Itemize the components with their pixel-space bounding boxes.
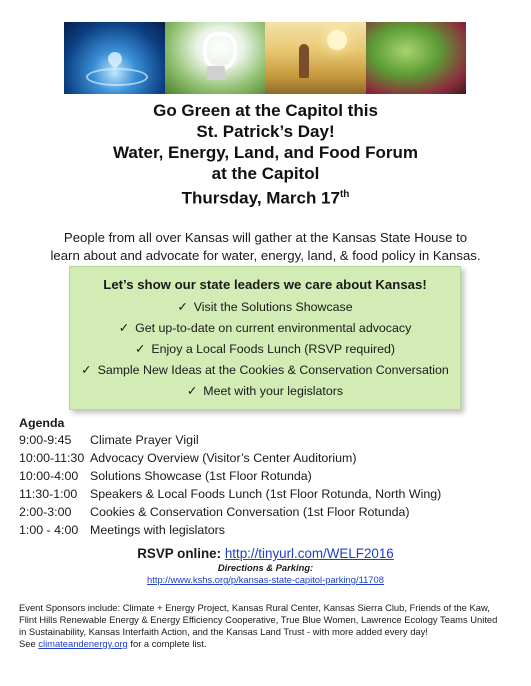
agenda-event: Cookies & Conservation Conversation (1st Floor Rotunda): [90, 505, 410, 519]
highlights-list: [70, 297, 460, 402]
highlights-box: [69, 266, 461, 410]
highlight-item: [70, 318, 460, 339]
highlight-text: Meet with your legislators: [203, 384, 344, 398]
highlight-text: Sample New Ideas at the Cookies & Conservation Conversation: [97, 363, 449, 377]
agenda-event: Speakers & Local Foods Lunch (1st Floor Rotunda, North Wing): [90, 487, 442, 501]
agenda-event: Solutions Showcase (1st Floor Rotunda): [90, 469, 312, 483]
highlight-item: [70, 297, 460, 318]
agenda-event: Advocacy Overview (Visitor’s Center Auditorium): [90, 451, 357, 465]
agenda-row: [19, 485, 519, 503]
agenda-time: 9:00-9:45: [19, 433, 72, 447]
agenda-row: [19, 467, 519, 485]
water-drop-icon: [105, 49, 125, 69]
checkmark-icon: ✓: [81, 363, 92, 377]
rsvp-link[interactable]: http://tinyurl.com/WELF2016: [224, 546, 394, 561]
vegetable-garden-photo: [366, 22, 467, 94]
checkmark-icon: ✓: [135, 342, 146, 356]
checkmark-icon: ✓: [177, 300, 188, 314]
climate-energy-link[interactable]: climateandenergy.org: [38, 638, 128, 649]
highlight-item: [70, 381, 460, 402]
agenda-time: 10:00-11:30: [19, 451, 85, 465]
parking-link[interactable]: http://www.kshs.org/p/kansas-state-capitol-parking/11708: [147, 574, 384, 585]
sponsors-section: [19, 602, 519, 650]
bulb-base: [207, 66, 225, 80]
rsvp-line: [0, 545, 531, 563]
agenda-event: Climate Prayer Vigil: [90, 433, 199, 447]
agenda-section: [19, 415, 519, 539]
highlight-item: [70, 339, 460, 360]
sponsors-line-1: Event Sponsors include: Climate + Energy Project, Kansas Rural Center, Kansas Sierra Club, Friends of the Kaw,: [19, 602, 490, 613]
agenda-time: 2:00-3:00: [19, 505, 72, 519]
sponsors-line-2: Flint Hills Renewable Energy & Energy Efficiency Cooperative, True Blue Women, Lawrence Ecology Teams United: [19, 614, 498, 625]
directions-label: Directions & Parking:: [217, 562, 314, 573]
date-ordinal: th: [339, 189, 350, 200]
agenda-row: [19, 521, 519, 539]
rsvp-label: RSVP online:: [137, 546, 222, 561]
highlight-text: Visit the Solutions Showcase: [193, 300, 353, 314]
intro-line-2: learn about and advocate for water, energy, land, & food policy in Kansas.: [50, 248, 481, 263]
person-figure: [299, 44, 309, 78]
highlight-text: Get up-to-date on current environmental advocacy: [135, 321, 412, 335]
cfl-bulb-photo: [165, 22, 266, 94]
sponsors-see-line: [19, 638, 519, 650]
checkmark-icon: ✓: [186, 384, 198, 398]
sponsors-line-3: in Sustainability, Kansas Interfaith Action, and the Kansas Land Trust - with more added every day!: [19, 626, 428, 637]
event-date: [0, 184, 531, 209]
agenda-time: 11:30-1:00: [19, 487, 78, 501]
agenda-row: [19, 503, 519, 521]
highlight-text: Enjoy a Local Foods Lunch (RSVP required): [151, 342, 395, 356]
agenda-row: [19, 449, 519, 467]
highlights-title: Let’s show our state leaders we care about Kansas!: [103, 277, 427, 292]
see-prefix: See: [19, 638, 39, 649]
event-headline: [0, 100, 531, 209]
agenda-time: 10:00-4:00: [19, 469, 79, 483]
highlight-item: [70, 360, 460, 381]
agenda-time: 1:00 - 4:00: [19, 523, 79, 537]
headline-line-1: Go Green at the Capitol this: [153, 101, 378, 120]
agenda-title: Agenda: [19, 416, 65, 430]
headline-line-4: at the Capitol: [211, 164, 320, 183]
agenda-event: Meetings with legislators: [90, 523, 225, 537]
headline-line-2: St. Patrick’s Day!: [196, 122, 335, 141]
water-drop-photo: [64, 22, 165, 94]
lightbulb-icon: [203, 32, 237, 70]
sun-icon: [327, 30, 347, 50]
headline-line-3: Water, Energy, Land, and Food Forum: [112, 143, 419, 162]
agenda-row: [19, 431, 519, 449]
intro-line-1: People from all over Kansas will gather at the Kansas State House to: [63, 230, 468, 245]
intro-paragraph: [40, 229, 491, 265]
water-ripple: [86, 68, 148, 86]
field-sunset-photo: [265, 22, 366, 94]
see-suffix: for a complete list.: [127, 638, 207, 649]
directions-block: [0, 562, 531, 586]
photo-banner: [64, 22, 466, 94]
event-date-text: Thursday, March 17: [181, 188, 340, 208]
checkmark-icon: ✓: [118, 321, 130, 335]
